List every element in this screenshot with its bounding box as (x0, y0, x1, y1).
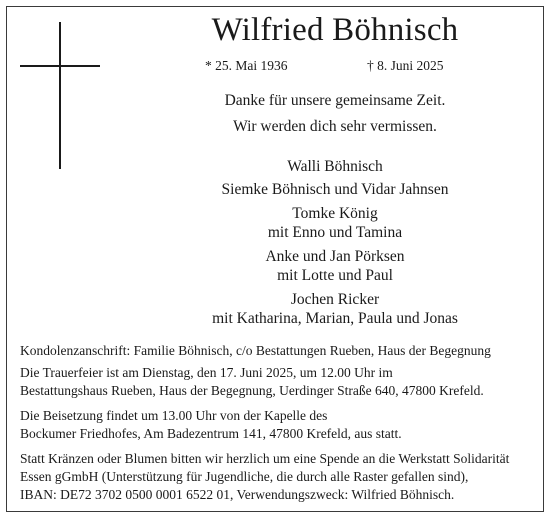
cross-vertical-bar (59, 22, 61, 169)
burial-info (20, 407, 535, 443)
burial-line: Die Beisetzung findet um 13.00 Uhr von der Kapelle des (20, 408, 328, 423)
funeral-service-line: Die Trauerfeier ist am Dienstag, den 17. Juni 2025, um 12.00 Uhr im (20, 365, 393, 380)
donation-info (20, 450, 535, 504)
thanks-line-2: Wir werden dich sehr vermissen. (233, 118, 437, 135)
burial-line: Bockumer Friedhofes, Am Badezentrum 141, 47800 Krefeld, aus statt. (20, 426, 402, 441)
mourner-line-2: Siemke Böhnisch und Vidar Jahnsen (221, 181, 449, 198)
birth-date: * 25. Mai 1936 (205, 58, 288, 73)
mourner-line-3: Tomke König (292, 205, 378, 222)
donation-line: IBAN: DE72 3702 0500 0001 6522 01, Verwendungszweck: Wilfried Böhnisch. (20, 487, 455, 502)
mourner-line-6: mit Lotte und Paul (277, 267, 393, 284)
thanks-line-1: Danke für unsere gemeinsame Zeit. (224, 92, 446, 109)
donation-line: Essen gGmbH (Unterstützung für Jugendliche, die durch alle Raster gefallen sind), (20, 469, 469, 484)
condolence-address: Kondolenzanschrift: Familie Böhnisch, c/o Bestattungen Rueben, Haus der Begegnung (20, 343, 491, 358)
mourner-line-7: Jochen Ricker (290, 291, 380, 308)
mourner-line-8: mit Katharina, Marian, Paula und Jonas (212, 310, 458, 327)
funeral-service-line: Bestattungshaus Rueben, Haus der Begegnung, Uerdinger Straße 640, 47800 Krefeld. (20, 383, 484, 398)
cross-horizontal-bar (20, 65, 100, 67)
deceased-name: Wilfried Böhnisch (211, 12, 459, 48)
mourner-line-1: Walli Böhnisch (287, 158, 383, 175)
mourner-line-5: Anke und Jan Pörksen (265, 248, 405, 265)
death-date: † 8. Juni 2025 (367, 58, 444, 73)
funeral-service-info (20, 364, 535, 400)
donation-line: Statt Kränzen oder Blumen bitten wir herzlich um eine Spende an die Werkstatt Solidarität (20, 451, 510, 466)
mourner-line-4: mit Enno und Tamina (267, 224, 403, 241)
